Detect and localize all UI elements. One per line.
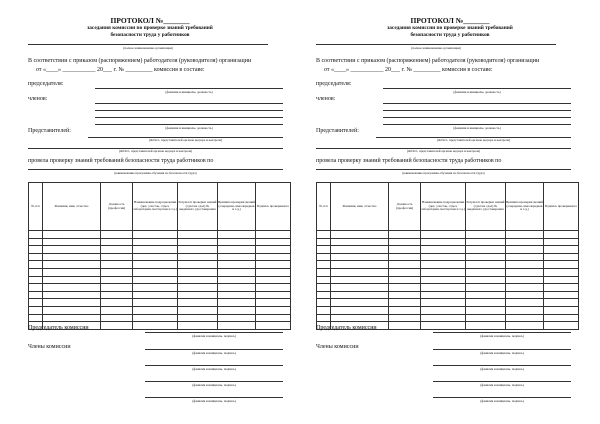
program-caption: (наименование программы обучения по безопасности труда) <box>114 171 197 175</box>
table-row[interactable] <box>29 261 291 269</box>
protocol-title: ПРОТОКОЛ №_______ <box>110 16 190 25</box>
members-label: членов: <box>28 96 48 102</box>
chairman-sign-line[interactable] <box>145 332 283 333</box>
table-row[interactable] <box>317 246 579 254</box>
members-caption: (фамилия и инициалы, должность) <box>165 126 213 130</box>
member-line[interactable] <box>383 124 571 125</box>
member-sign-line[interactable] <box>145 349 283 350</box>
organization-line[interactable] <box>316 44 556 45</box>
chairman-sign-caption: (фамилия и инициалы, подпись) <box>192 334 236 338</box>
member-line[interactable] <box>383 117 571 118</box>
col-position-header: Должность (профессия) <box>389 183 421 231</box>
table-row[interactable] <box>29 284 291 292</box>
representatives-label: Представителей: <box>316 128 359 134</box>
member-line[interactable] <box>95 117 283 118</box>
table-row[interactable] <box>29 306 291 314</box>
member-sign-caption: (фамилия и инициалы, подпись) <box>192 399 236 403</box>
member-sign-caption: (фамилия и инициалы, подпись) <box>192 351 236 355</box>
member-line[interactable] <box>95 110 283 111</box>
col-number-header: № п/п <box>29 183 43 231</box>
table-row[interactable] <box>317 291 579 299</box>
program-line[interactable] <box>28 169 283 170</box>
member-sign-caption: (фамилия и инициалы, подпись) <box>192 383 236 387</box>
col-name-header: Фамилия, имя, отчество <box>43 183 101 231</box>
chairman-sign-label: Председатель комиссии <box>28 325 89 331</box>
chairman-caption: (фамилия и инициалы, должность) <box>165 90 213 94</box>
representatives-caption-2: (Ф.И.О., представителей органов надзора и контроля) <box>118 149 193 153</box>
col-signature-header: Подпись проверяемого <box>256 183 291 231</box>
program-line[interactable] <box>316 169 571 170</box>
member-sign-line[interactable] <box>433 381 571 382</box>
protocol-subtitle-2: безопасности труда у работников <box>110 32 190 38</box>
table-row[interactable] <box>317 238 579 246</box>
members-caption: (фамилия и инициалы, должность) <box>453 126 501 130</box>
order-text-line-2: от «____» ___________ 20___ г. № _________ комиссия в составе: <box>36 67 205 73</box>
member-sign-line[interactable] <box>145 381 283 382</box>
table-row[interactable] <box>29 291 291 299</box>
member-sign-caption: (фамилия и инициалы, подпись) <box>480 351 524 355</box>
table-row[interactable] <box>29 314 291 322</box>
chairman-sign-label: Председатель комиссии <box>316 325 377 331</box>
table-row[interactable] <box>317 261 579 269</box>
col-department-header: Наименование подразделения (цех, участок, отдел, лаборатория, мастерская и т.д.) <box>421 183 466 231</box>
table-row[interactable] <box>29 268 291 276</box>
member-line[interactable] <box>95 103 283 104</box>
table-row[interactable] <box>317 314 579 322</box>
organization-caption: (полное наименование организации) <box>411 46 461 50</box>
table-row[interactable] <box>29 238 291 246</box>
program-caption: (наименование программы обучения по безопасности труда) <box>402 171 485 175</box>
order-text-line-2: от «____» ___________ 20___ г. № _________ комиссия в составе: <box>324 67 493 73</box>
check-text: провела проверку знаний требований безопасности труда работников по <box>28 158 214 164</box>
member-sign-caption: (фамилия и инициалы, подпись) <box>480 399 524 403</box>
table-row[interactable] <box>317 276 579 284</box>
table-row[interactable] <box>29 231 291 239</box>
col-number-header: № п/п <box>317 183 331 231</box>
member-sign-caption: (фамилия и инициалы, подпись) <box>480 367 524 371</box>
protocol-subtitle-1: заседания комиссии по проверке знаний требований <box>87 25 213 31</box>
organization-caption: (полное наименование организации) <box>123 46 173 50</box>
member-sign-caption: (фамилия и инициалы, подпись) <box>480 383 524 387</box>
members-sign-label: Члены комиссии <box>28 344 71 350</box>
protocol-subtitle-2: безопасности труда у работников <box>410 32 490 38</box>
representatives-caption-2: (Ф.И.О., представителей органов надзора и контроля) <box>406 149 481 153</box>
chairman-label: председателя: <box>316 81 352 87</box>
check-text: провела проверку знаний требований безопасности труда работников по <box>316 158 502 164</box>
protocol-sheet-right <box>300 0 600 424</box>
table-row[interactable] <box>29 253 291 261</box>
protocol-subtitle-1: заседания комиссии по проверке знаний требований <box>387 25 513 31</box>
results-table <box>28 182 291 330</box>
member-sign-line[interactable] <box>433 365 571 366</box>
table-row[interactable] <box>317 231 579 239</box>
chairman-sign-caption: (фамилия и инициалы, подпись) <box>480 334 524 338</box>
table-row[interactable] <box>317 284 579 292</box>
col-result-header: Результат проверки знаний (сдал/не сдал) № выданного удостоверения <box>466 183 506 231</box>
member-sign-caption: (фамилия и инициалы, подпись) <box>192 367 236 371</box>
chairman-line[interactable] <box>383 88 571 89</box>
col-signature-header: Подпись проверяемого <box>544 183 579 231</box>
table-row[interactable] <box>317 268 579 276</box>
order-text-line-1: В соответствии с приказом (распоряжением) работодателя (руководителя) организации <box>28 58 252 64</box>
member-sign-line[interactable] <box>433 397 571 398</box>
member-sign-line[interactable] <box>145 365 283 366</box>
representatives-label: Представителей: <box>28 128 71 134</box>
col-department-header: Наименование подразделения (цех, участок, отдел, лаборатория, мастерская и т.д.) <box>133 183 178 231</box>
member-sign-line[interactable] <box>433 349 571 350</box>
order-text-line-1: В соответствии с приказом (распоряжением) работодателя (руководителя) организации <box>316 58 540 64</box>
col-result-header: Результат проверки знаний (сдал/не сдал) № выданного удостоверения <box>178 183 218 231</box>
col-name-header: Фамилия, имя, отчество <box>331 183 389 231</box>
table-row[interactable] <box>29 299 291 307</box>
chairman-sign-line[interactable] <box>433 332 571 333</box>
protocol-title: ПРОТОКОЛ №_______ <box>410 16 490 25</box>
member-line[interactable] <box>383 110 571 111</box>
table-row[interactable] <box>317 306 579 314</box>
chairman-caption: (фамилия и инициалы, должность) <box>453 90 501 94</box>
col-reason-header: Причина проверки знаний (очередная, внеочередная и т.д.) <box>506 183 544 231</box>
table-row[interactable] <box>29 246 291 254</box>
member-sign-line[interactable] <box>145 397 283 398</box>
table-row[interactable] <box>317 299 579 307</box>
table-row[interactable] <box>317 253 579 261</box>
member-line[interactable] <box>95 124 283 125</box>
chairman-line[interactable] <box>95 88 283 89</box>
representatives-caption: (Ф.И.О., представителей органов надзора и контроля) <box>148 138 223 142</box>
col-reason-header: Причина проверки знаний (очередная, внеочередная и т.д.) <box>218 183 256 231</box>
member-line[interactable] <box>383 103 571 104</box>
table-row[interactable] <box>29 276 291 284</box>
col-position-header: Должность (профессия) <box>101 183 133 231</box>
organization-line[interactable] <box>28 44 268 45</box>
members-sign-label: Члены комиссии <box>316 344 359 350</box>
members-label: членов: <box>316 96 336 102</box>
chairman-label: председателя: <box>28 81 64 87</box>
representatives-caption: (Ф.И.О., представителей органов надзора и контроля) <box>436 138 511 142</box>
results-table <box>316 182 579 330</box>
